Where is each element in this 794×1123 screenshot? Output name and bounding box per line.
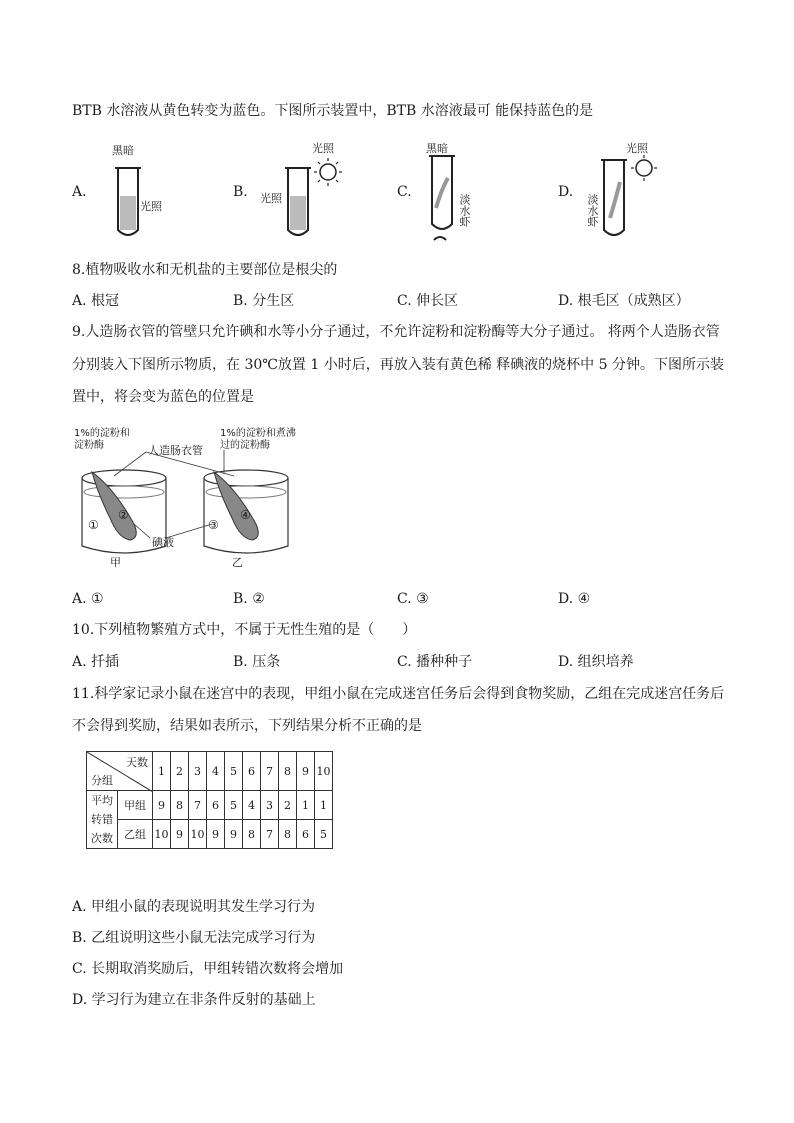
corner-bottom-label: 分组: [91, 774, 113, 787]
q11-option-b: B. 乙组说明这些小鼠无法完成学习行为: [72, 930, 316, 946]
q9-beaker-left-label: 甲: [110, 556, 121, 569]
day-header: 4: [207, 752, 225, 791]
q11-stem-line2: 不会得到奖励，结果如表所示，下列结果分析不正确的是: [72, 718, 422, 734]
test-tube-icon: [580, 138, 670, 244]
row-header-line: 次数: [91, 832, 113, 845]
q7-stem: BTB 水溶液从黄色转变为蓝色。下图所示装置中，BTB 水溶液最可 能保持蓝色的是: [72, 103, 594, 119]
q11-option-c: C. 长期取消奖励后，甲组转错次数将会增加: [72, 961, 344, 977]
q7-option-c-letter: C.: [397, 184, 412, 200]
table-cell: 9: [153, 791, 171, 820]
table-cell: 8: [171, 791, 189, 820]
table-cell: 5: [315, 820, 333, 849]
q8-option-b: B. 分生区: [233, 293, 295, 309]
q9-stem-line2: 分别装入下图所示物质，在 30℃放置 1 小时后，再放入装有黄色稀 释碘液的烧杯中 5 分钟。下图所示装: [72, 357, 724, 373]
table-cell: 10: [189, 820, 207, 849]
q7-a-top-label: 黑暗: [112, 144, 134, 157]
q7-option-b-letter: B.: [233, 184, 248, 200]
table-cell: 8: [279, 820, 297, 849]
q9-option-d: D. ④: [558, 591, 591, 607]
day-header: 7: [261, 752, 279, 791]
q7-option-d-letter: D.: [558, 184, 574, 200]
q11-stem-line1: 11.科学家记录小鼠在迷宫中的表现，甲组小鼠在完成迷宫任务后会得到食物奖励，乙组在完成迷宫任务后: [72, 686, 725, 702]
q10-option-a: A. 扦插: [72, 654, 120, 670]
q10-option-c: C. 播种种子: [397, 654, 473, 670]
q9-mark-4: ④: [240, 508, 251, 522]
day-header: 9: [297, 752, 315, 791]
table-cell: 7: [189, 791, 207, 820]
q11-results-table: [86, 751, 333, 849]
day-header: 5: [225, 752, 243, 791]
q9-stem-line1: 9.人造肠衣管的管壁只允许碘和水等小分子通过，不允许淀粉和淀粉酶等大分子通过。 将两个人造肠衣管: [72, 324, 720, 340]
day-header: 6: [243, 752, 261, 791]
table-cell: 10: [153, 820, 171, 849]
q7-option-c-figure: [420, 138, 500, 244]
table-cell: 6: [297, 820, 315, 849]
table-cell: 1: [315, 791, 333, 820]
q9-mark-2: ②: [118, 508, 129, 522]
q8-option-d: D. 根毛区（成熟区）: [558, 293, 690, 309]
day-header: 8: [279, 752, 297, 791]
day-header: 10: [315, 752, 333, 791]
q7-option-a-letter: A.: [72, 184, 87, 200]
test-tube-icon: [420, 138, 500, 244]
table-cell: 9: [207, 820, 225, 849]
q9-mark-3: ③: [208, 518, 219, 532]
q7-option-d-figure: [580, 138, 670, 244]
table-corner-cell: [87, 752, 153, 791]
q8-stem: 8.植物吸收水和无机盐的主要部位是根尖的: [72, 262, 338, 278]
test-tube-icon: [104, 138, 184, 244]
q9-label-right: 1%的淀粉和煮沸过的淀粉酶: [220, 428, 296, 451]
q9-label-iodine: 碘液: [152, 536, 174, 549]
q11-option-a: A. 甲组小鼠的表现说明其发生学习行为: [72, 899, 316, 915]
q7-d-top-label: 光照: [626, 142, 648, 155]
q7-b-side-label: 光照: [260, 192, 282, 205]
table-cell: 8: [243, 820, 261, 849]
table-cell: 6: [207, 791, 225, 820]
q9-label-mid: 人造肠衣管: [148, 444, 203, 457]
q9-option-c: C. ③: [397, 591, 429, 607]
q10-stem: 10.下列植物繁殖方式中，不属于无性生殖的是（ ）: [72, 622, 417, 638]
day-header: 3: [189, 752, 207, 791]
q7-option-a-figure: [104, 138, 184, 244]
table-cell: 9: [225, 820, 243, 849]
table-cell: 2: [279, 791, 297, 820]
q9-option-b: B. ②: [233, 591, 265, 607]
q7-c-side-label: 淡水虾: [458, 194, 471, 227]
q9-stem-line3: 置中，将会变为蓝色的位置是: [72, 389, 254, 405]
corner-top-label: 天数: [126, 756, 148, 769]
q9-figure: [74, 428, 304, 568]
q7-c-top-label: 黑暗: [426, 142, 448, 155]
row-header-line: 平均: [91, 794, 113, 807]
q8-option-a: A. 根冠: [72, 293, 120, 309]
q8-option-c: C. 伸长区: [397, 293, 459, 309]
q7-b-top-label: 光照: [312, 142, 334, 155]
table-cell: 4: [243, 791, 261, 820]
q11-option-d: D. 学习行为建立在非条件反射的基础上: [72, 992, 316, 1008]
day-header: 1: [153, 752, 171, 791]
q9-beaker-right-label: 乙: [232, 556, 243, 569]
q7-option-b-figure: [256, 138, 356, 244]
q9-option-a: A. ①: [72, 591, 104, 607]
day-header: 2: [171, 752, 189, 791]
q9-mark-1: ①: [88, 518, 99, 532]
group-name: 甲组: [118, 791, 153, 820]
row-header-line: 转错: [91, 813, 113, 826]
q7-a-side-label: 光照: [140, 200, 162, 213]
row-header-avg-errors: [87, 791, 118, 849]
q10-option-d: D. 组织培养: [558, 654, 634, 670]
q10-option-b: B. 压条: [233, 654, 281, 670]
table-cell: 3: [261, 791, 279, 820]
q7-d-side-label: 淡水虾: [586, 194, 599, 227]
group-name: 乙组: [118, 820, 153, 849]
q9-label-left: 1%的淀粉和淀粉酶: [74, 428, 130, 451]
table-cell: 5: [225, 791, 243, 820]
table-cell: 1: [297, 791, 315, 820]
table-cell: 9: [171, 820, 189, 849]
table-cell: 7: [261, 820, 279, 849]
